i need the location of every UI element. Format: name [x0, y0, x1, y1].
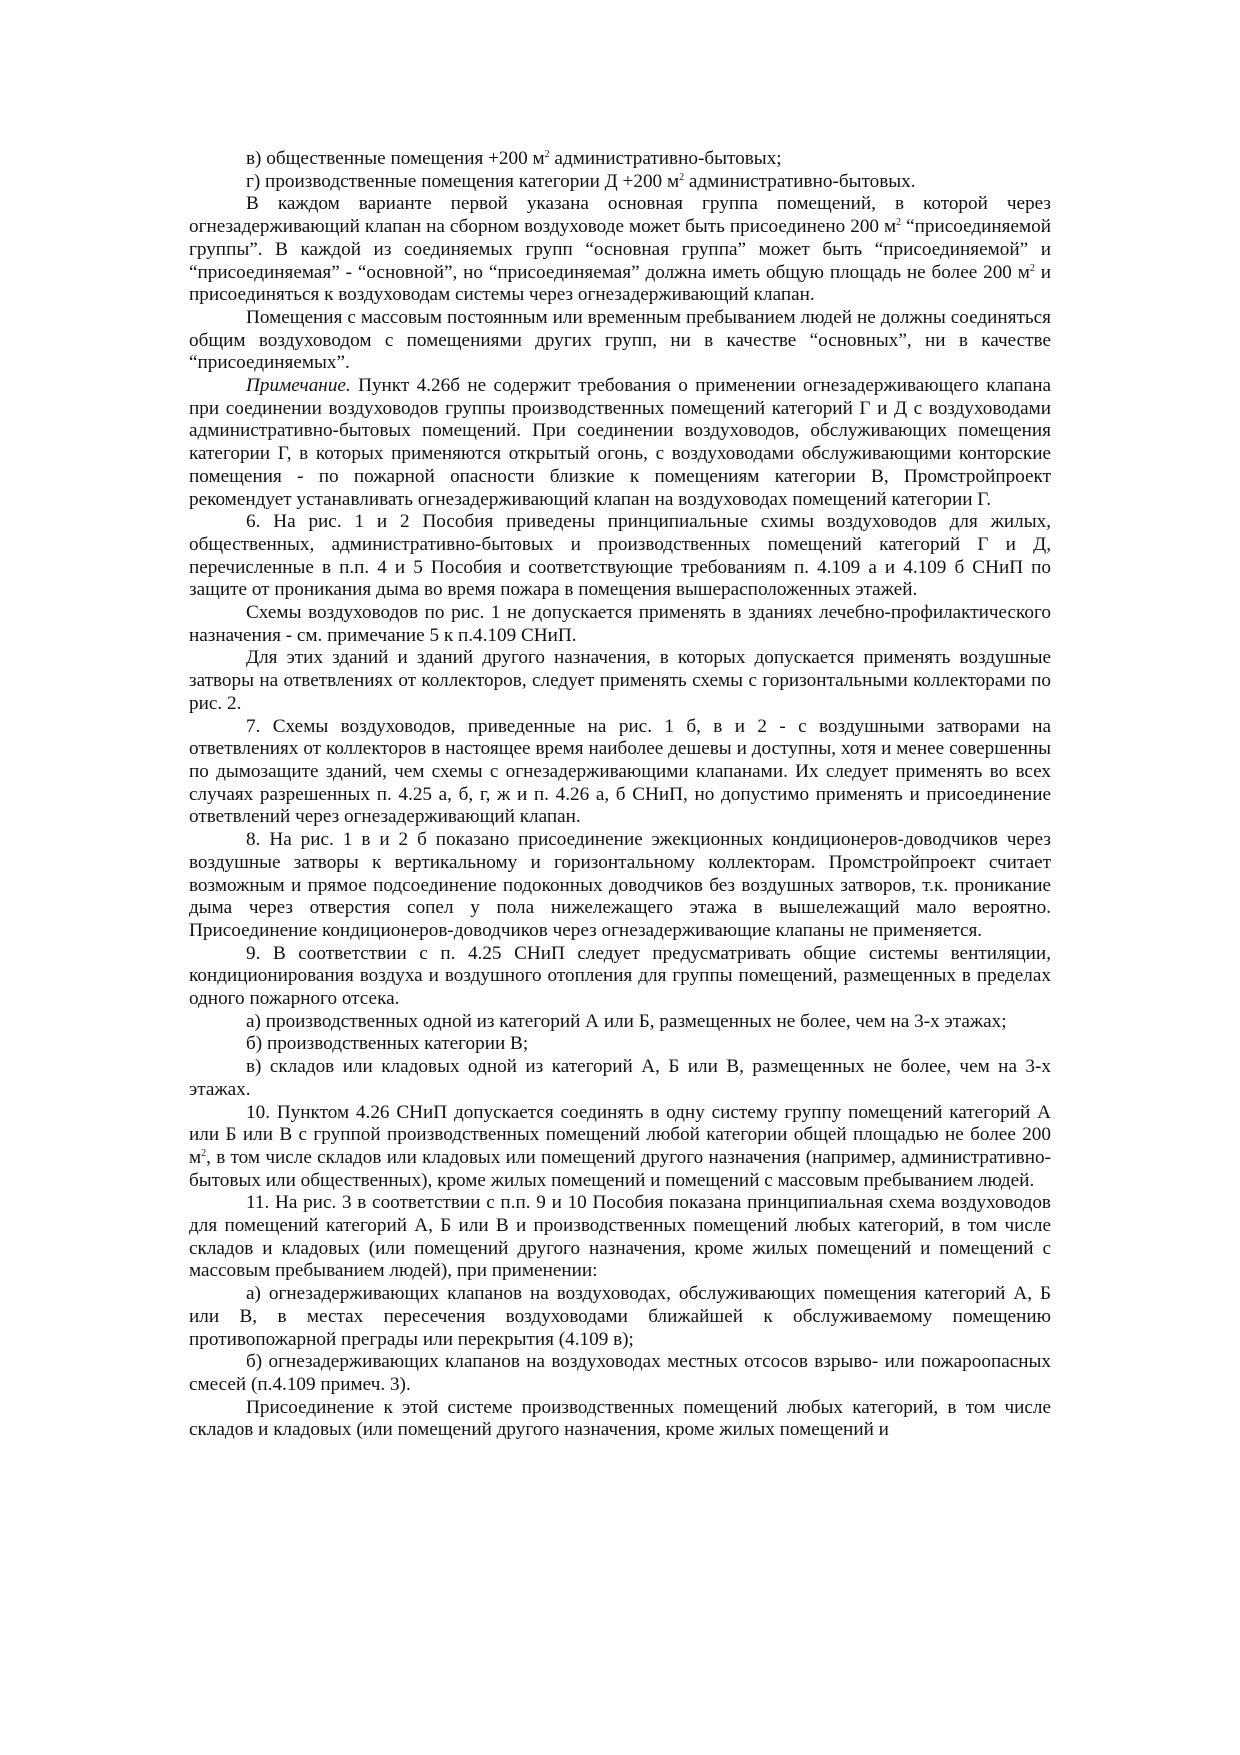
paragraph-item-8: 8. На рис. 1 в и 2 б показано присоединение эжекционных кондиционеров-доводчиков через воздушные затворы к вертикальному и горизонтальному коллекторам. Промстройпроект считает возможным и прямое подсоединение подоконных доводчиков без воздушных затворов, т.к. проникание дыма через отверстия сопел у пола нижележащего этажа в вышележащий мало вероятно. Присоединение кондиционеров-доводчиков через огнезадерживающие клапаны не применяется. [189, 829, 1051, 941]
paragraph-item-11a: а) огнезадерживающих клапанов на воздуховодах, обслуживающих помещения категорий А, Б или В, в местах пересечения воздуховодами ближайшей к обслуживаемому помещению противопожарной преграды или перекрытия (4.109 в); [189, 1283, 1051, 1350]
document-page [189, 148, 1051, 1442]
paragraph-production-rooms-d: г) производственные помещения категории Д +200 $м^2$ административно-бытовых. [246, 170, 916, 192]
paragraph-connection: Присоединение к этой системе производственных помещений любых категорий, в том числе складов и кладовых (или помещений другого назначения, кроме жилых помещений и [189, 1396, 1051, 1441]
paragraph-item-9c: в) складов или кладовых одной из категорий А, Б или В, размещенных не более, чем на 3-х этажах. [189, 1056, 1051, 1100]
paragraph-medical-buildings: Схемы воздуховодов по рис. 1 не допускается применять в зданиях лечебно-профилактического назначения - см. примечание 5 к п.4.109 СНиП. [189, 602, 1051, 646]
paragraph-item-7: 7. Схемы воздуховодов, приведенные на рис. 1 б, в и 2 - с воздушными затворами на ответвлениях от коллекторов в настоящее время наиболее дешевы и доступны, хотя и менее совершенны по дымозащите зданий, чем схемы с огнезадерживающими клапанами. Их следует применять во всех случаях разрешенных п. 4.25 а, б, г, ж и п. 4.26 а, б СНиП, но допустимо применять и присоединение ответвлений через огнезадерживающий клапан. [189, 715, 1051, 828]
paragraph-horizontal-collectors: Для этих зданий и зданий другого назначения, в которых допускается применять воздушные затворы на ответвлениях от коллекторов, следует применять схемы с горизонтальными коллекторами по рис. 2. [189, 647, 1051, 714]
paragraph-mass-occupancy: Помещения с массовым постоянным или временным пребыванием людей не должны соединяться общим воздуховодом с помещениями других групп, ни в качестве “основных”, ни в качестве “присоединяемых”. [189, 306, 1051, 374]
paragraph-item-11b: б) огнезадерживающих клапанов на воздуховодах местных отсосов взрыво- или пожароопасных смесей (п.4.109 примеч. 3). [189, 1351, 1051, 1395]
paragraph-item-6: 6. На рис. 1 и 2 Пособия приведены принципиальные схимы воздуховодов для жилых, общественных, административно-бытовых и производственных помещений категорий Г и Д, перечисленные в п.п. 4 и 5 Пособия и соответствующие требованиям п. 4.109 а и 4.109 б СНиП по защите от проникания дыма во время пожара в помещения вышерасположенных этажей. [189, 511, 1051, 601]
note-label: Примечание. [246, 375, 351, 397]
paragraph-main-group: В каждом варианте первой указана основная группа помещений, в которой через огнезадерживающий клапан на сборном воздуховоде может быть присоединено 200 $м^2$ “присоединяемой группы”. В каждой из соединяемых групп “основная группа” может быть “присоединяемой” и “присоединяемая” - “основной”, но “присоединяемая” должна иметь общую площадь не более 200 $м^2$ и присоединяться к воздуховодам системы через огнезадерживающий клапан. [189, 193, 1051, 306]
paragraph-item-10: 10. Пунктом 4.26 СНиП допускается соединять в одну систему группу помещений категорий А или Б или В с группой производственных помещений любой категории общей площадью не более 200 $м^2$, в том числе складов или кладовых или помещений другого назначения (например, административно-бытовых или общественных), кроме жилых помещений и помещений с массовым пребыванием людей. [189, 1101, 1051, 1191]
paragraph-item-9b: б) производственных категории В; [246, 1033, 529, 1055]
paragraph-public-rooms: в) общественные помещения +200 $м^2$ административно-бытовых; [246, 148, 782, 169]
paragraph-item-11: 11. На рис. 3 в соответствии с п.п. 9 и 10 Пособия показана принципиальная схема воздуховодов для помещений категорий А, Б или В и производственных помещений любых категорий, в том числе складов и кладовых (или помещений другого назначения, кроме жилых помещений и помещений с массовым пребыванием людей), при применении: [189, 1192, 1051, 1282]
paragraph-note: Примечание. Пункт 4.26б не содержит требования о применении огнезадерживающего клапана при соединении воздуховодов группы производственных помещений категорий Г и Д с воздуховодами административно-бытовых помещений. При соединении воздуховодов, обслуживающих помещения категории Г, в которых применяются открытый огонь, с воздуховодами обслуживающими конторские помещения - по пожарной опасности близкие к помещениям категории В, Промстройпроект рекомендует устанавливать огнезадерживающий клапан на воздуховодах помещений категории Г. [189, 375, 1051, 510]
paragraph-item-9: 9. В соответствии с п. 4.25 СНиП следует предусматривать общие системы вентиляции, кондиционирования воздуха и воздушного отопления для группы помещений, размещенных в пределах одного пожарного отсека. [189, 942, 1051, 1010]
paragraph-item-9a: а) производственных одной из категорий А или Б, размещенных не более, чем на 3-х этажах; [246, 1010, 1007, 1032]
